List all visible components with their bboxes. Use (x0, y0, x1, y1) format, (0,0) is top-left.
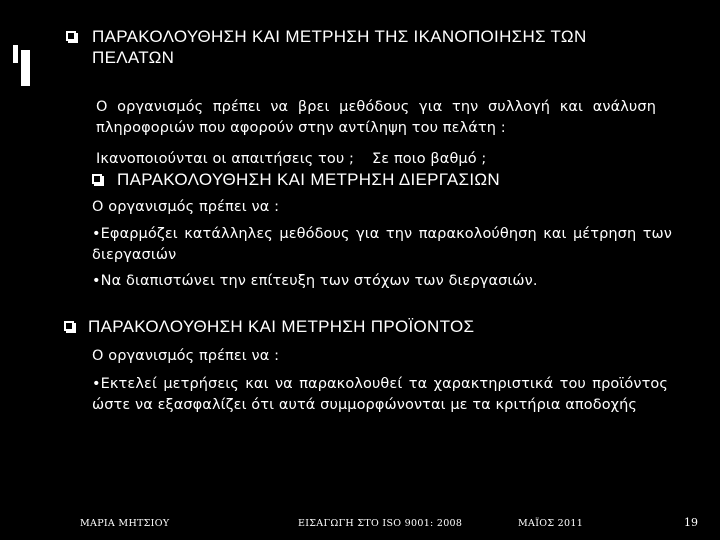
question-degree: Σε ποιο βαθμό ; (372, 151, 487, 167)
question-requirements-met: Ικανοποιούνται οι απαιτήσεις του ; (96, 151, 355, 167)
section1-questions (96, 149, 656, 170)
heading-line-1: ΠΑΡΑΚΟΛΟΥΘΗΣΗ ΚΑΙ ΜΕΤΡΗΣΗ ΤΗΣ ΙΚΑΝΟΠΟΙΗΣΗΣ ΤΩΝ (92, 27, 587, 46)
section2-item-1: •Εφαρμόζει κατάλληλες μεθόδους για την παρακολούθηση και μέτρηση των διεργασιών (92, 226, 672, 263)
footer-date: ΜΑΪΟΣ 2011 (518, 518, 584, 529)
checkbox-bullet-icon (92, 174, 102, 184)
section3-item-1: •Εκτελεί μετρήσεις και να παρακολουθεί τα χαρακτηριστικά του προϊόντος ώστε να εξασφαλίζει ότι αυτά συμμορφώνονται με τα κριτήρια αποδοχής (92, 376, 668, 413)
section3-intro: Ο οργανισμός πρέπει να : (92, 348, 280, 364)
footer-course: ΕΙΣΑΓΩΓΗ ΣΤΟ ISO 9001: 2008 (298, 518, 463, 529)
section2-intro: Ο οργανισμός πρέπει να : (92, 199, 280, 215)
section2-item-2: •Να διαπιστώνει την επίτευξη των στόχων των διεργασιών. (92, 273, 538, 289)
section1-intro: Ο οργανισμός πρέπει να βρει μεθόδους για την συλλογή και ανάλυση πληροφοριών που αφορούν στην αντίληψη του πελάτη : (96, 99, 656, 136)
checkbox-bullet-icon (66, 31, 76, 41)
footer-author: ΜΑΡΙΑ ΜΗΤΣΙΟΥ (80, 518, 170, 529)
decorative-bar-thick (21, 50, 30, 86)
decorative-bar-thin (13, 45, 18, 63)
page-number: 19 (684, 516, 698, 529)
heading-line-2: ΠΕΛΑΤΩΝ (92, 48, 175, 67)
checkbox-bullet-icon (64, 321, 74, 331)
section-heading-customer-satisfaction (92, 26, 587, 68)
section-heading-product-monitoring: ΠΑΡΑΚΟΛΟΥΘΗΣΗ ΚΑΙ ΜΕΤΡΗΣΗ ΠΡΟΪΟΝΤΟΣ (88, 317, 475, 336)
section-heading-process-monitoring: ΠΑΡΑΚΟΛΟΥΘΗΣΗ ΚΑΙ ΜΕΤΡΗΣΗ ΔΙΕΡΓΑΣΙΩΝ (117, 170, 500, 189)
